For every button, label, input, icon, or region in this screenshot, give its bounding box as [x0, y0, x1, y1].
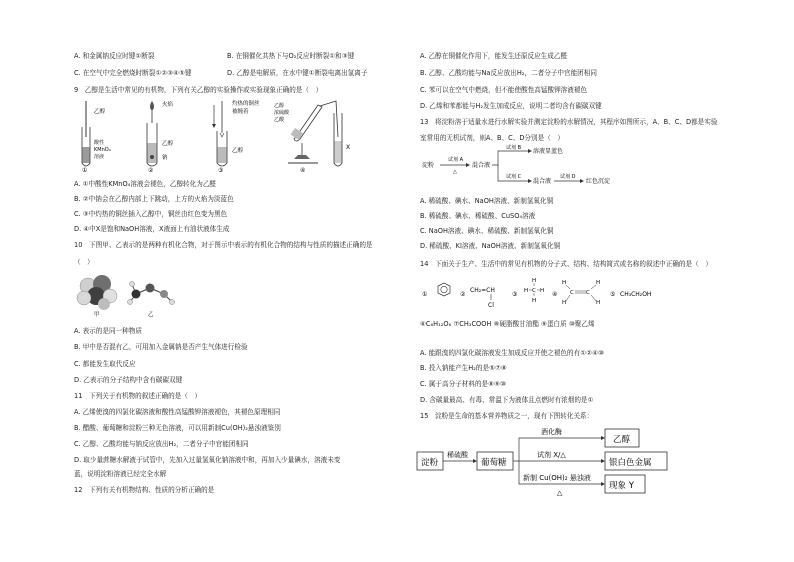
q14-option-b: B. 投入钠能产生H₂的是⑤⑦⑧	[420, 364, 507, 372]
q11-option-d-line1: D. 取少量蔗糖水解液于试管中，先加入过量氢氧化钠溶液中和，再加入少量碘水，溶液未变	[74, 456, 341, 464]
q12-option-b: B. 乙醇、乙酸均能与Na反应放出H₂，二者分子中官能团相同	[420, 69, 597, 77]
q9-option-d: D. ④中X是饱和NaOH溶液，X液面上有油状液体生成	[74, 225, 230, 233]
q15-silver-metal: 银白色金属	[609, 458, 652, 468]
methane-structure	[524, 278, 544, 304]
q13-option-d: D. 稀硫酸、KI溶液、NaOH溶液、新制氢氧化铜	[420, 242, 561, 250]
svg-text:H: H	[596, 280, 601, 286]
q13-reagent-b: 试剂 B	[506, 145, 522, 151]
arrow-right-icon	[528, 179, 532, 183]
q9-apparatus-figure	[74, 97, 374, 173]
q9-option-a: A. ①中酸性KMnO₄溶液会褪色，乙醇转化为乙醛	[74, 180, 217, 188]
label-ethanol-3: 乙醇	[232, 148, 244, 154]
down-arrow-icon	[212, 124, 216, 128]
q12-option-a: A. 乙醇在铜催化作用下，能发生还原反应生成乙醛	[420, 52, 568, 60]
q12-option-d: D. 乙烯和苯都能与H₂发生加成反应，说明二者均含有碳碳双键	[420, 102, 602, 110]
q10-option-c: C. 都能发生取代反应	[74, 360, 136, 368]
label-acid-kmno4-1: 酸性	[94, 140, 105, 146]
arrow-right-icon	[580, 179, 584, 183]
svg-text:H: H	[540, 288, 545, 294]
label-x: X	[346, 144, 351, 151]
vinyl-group: CH₂=CH	[470, 287, 495, 294]
arrow-right-icon	[601, 482, 605, 486]
q11-option-d-line2: 蓝，说明淀粉溶液已经完全水解	[74, 470, 167, 478]
label-ethanol-2: 乙醇	[162, 141, 174, 147]
svg-text:H: H	[596, 300, 601, 306]
q13-flow-diagram	[420, 143, 640, 191]
ball-stick-model-yi	[128, 282, 175, 305]
q11-stem: 11 下列关于有机物的叙述正确的是（ ）	[74, 392, 202, 400]
label-hot-copper-wire: 灼热的铜丝	[232, 101, 260, 107]
q14-option-c: C. 属于高分子材料的是⑧⑨⑩	[420, 380, 506, 388]
label-ethanol-1: 乙醇	[94, 109, 106, 115]
label-mark-4: ④	[300, 167, 306, 173]
q13-mixture-1: 混合液	[472, 162, 491, 169]
arrow-right-icon	[601, 459, 605, 463]
label-acid-kmno4-2: KMnO₄	[94, 147, 111, 153]
q8-option-b: B. 在铜催化共热下与O₂反应时断裂①和③键	[227, 52, 355, 60]
svg-text:H: H	[524, 288, 529, 294]
q9-stem: 9 乙醇是生活中常见的有机物，下列有关乙醇的实验操作或实验现象正确的是（ ）	[74, 86, 323, 94]
x-solution	[335, 141, 342, 163]
q8-option-c: C. 在空气中完全燃烧时断裂①②③④⑤键	[74, 69, 192, 77]
svg-text:H: H	[532, 298, 537, 304]
q12-option-c: C. 苯可以在空气中燃烧，但不能使酸性高锰酸钾溶液褪色	[420, 86, 588, 94]
q13-blue-result: 溶液显蓝色	[533, 148, 564, 155]
q14-option-d: D. 含碳量最高、有毒、常温下为液体且点燃时有浓烟的是①	[420, 396, 594, 404]
delivery-tube	[320, 101, 338, 137]
kmno4-solution	[83, 147, 90, 163]
q15-enzyme: 酒化酶	[541, 428, 562, 436]
arrow-right-icon	[473, 459, 477, 463]
q15-stem: 15 淀粉是生命的基本营养物质之一，现有下图转化关系：	[420, 412, 594, 420]
benzene-ring-icon	[438, 283, 450, 296]
q13-stem-line1: 13 将淀粉溶于适量水进行水解实验并测定淀粉的水解情况，其程序如图所示，A、B、C、D都是实验	[420, 118, 718, 126]
label-ethanol-4: 乙醇	[274, 103, 285, 109]
ethylene-structure	[562, 280, 600, 306]
label-acetic-acid: 乙酸	[274, 117, 285, 123]
label-jia: 甲	[94, 312, 100, 318]
q14-option-a: A. 能跟溴的四氯化碳溶液发生加成反应并使之褪色的有①②④⑩	[420, 349, 604, 357]
sodium-piece	[150, 155, 154, 159]
label-sodium: 钠	[162, 155, 168, 161]
struct-mark-4: ④	[552, 291, 558, 298]
q15-reagent-x: 试剂 X/△	[537, 451, 566, 459]
space-filling-model-jia	[77, 275, 117, 310]
q13-option-c: C. NaOH溶液、碘水、稀硫酸、新制氢氧化铜	[420, 227, 554, 235]
q15-heat: △	[557, 489, 563, 497]
q10-option-a: A. 表示的是同一种物质	[74, 327, 142, 335]
struct-mark-2: ②	[460, 291, 466, 298]
branch-b-line	[492, 151, 530, 165]
q11-option-a: A. 乙烯使溴的四氯化碳溶液和酸性高锰酸钾溶液褪色，其褪色原理相同	[74, 408, 281, 416]
q13-stem-line2: 室常用的无机试剂，则A、B、C、D分别是（ ）	[420, 134, 564, 142]
label-wire-winding: 被缠着	[232, 109, 249, 115]
arrow-right-icon	[528, 149, 532, 153]
struct-mark-1: ①	[422, 291, 428, 298]
q13-red-precipitate: 红色沉淀	[586, 178, 611, 185]
q11-option-c: C. 乙醇、乙酸均能与钠反应放出H₂，二者分子中官能团相同	[74, 440, 249, 448]
q13-option-a: A. 稀硫酸、碘水、NaOH溶液、新制氢氧化铜	[420, 197, 554, 205]
q10-molecular-models	[74, 272, 214, 318]
label-mark-3: ③	[218, 167, 224, 173]
q11-option-b: B. 醋酸、葡萄糖和淀粉三种无色溶液，可以用新制Cu(OH)₂悬浊液鉴别	[74, 424, 281, 432]
svg-text:H: H	[562, 280, 567, 286]
svg-text:H: H	[532, 278, 537, 284]
svg-text:C: C	[532, 288, 536, 294]
struct-mark-5: ⑤	[610, 291, 616, 298]
q15-dilute-acid: 稀硫酸	[447, 451, 468, 459]
q13-starch: 淀粉	[422, 162, 435, 169]
q14-stem: 14 下面关于生产、生活中的常见有机物的分子式、结构、结构简式或名称的叙述中正确的是（ ）	[420, 260, 712, 268]
arrow-right-icon	[601, 436, 605, 440]
q8-option-d: D. 乙醇是电解质，在水中键①断裂电离出氢离子	[227, 69, 368, 77]
label-yi: 乙	[148, 312, 154, 318]
q10-paren: （ ）	[74, 258, 94, 266]
arrow-right-icon	[466, 163, 470, 167]
struct-mark-3: ③	[512, 291, 518, 298]
q13-heat: △	[453, 169, 457, 175]
q10-option-d: D. 乙表示的分子结构中含有碳碳双键	[74, 376, 183, 384]
q15-cuoh-reagent: 新制 Cu(OH)₂ 悬浊液	[523, 474, 591, 482]
q15-starch: 淀粉	[421, 458, 439, 468]
q13-reagent-c: 试剂 C	[506, 174, 522, 180]
q13-reagent-a: 试剂 A	[448, 157, 464, 163]
q15-glucose: 葡萄糖	[481, 458, 507, 468]
q13-option-b: B. 稀硫酸、碘水、稀硫酸、CuSO₄溶液	[420, 212, 536, 220]
flame-icon	[150, 101, 154, 111]
svg-text:C: C	[586, 290, 590, 296]
q10-option-b: B. 甲中是否混有乙，可用加入金属钠是否产生气体进行检验	[74, 343, 248, 351]
label-conc-sulfuric: 浓硫酸	[274, 110, 290, 116]
chlorine-atom: Cl	[488, 302, 494, 309]
q15-ethanol: 乙醇	[613, 435, 631, 445]
ethanol-liquid-3	[218, 147, 227, 163]
q14-compounds: ⑥C₆H₁₂O₆ ⑦CH₃COOH ⑧硬脂酸甘油酯 ⑨蛋白质 ⑩聚乙烯	[420, 320, 595, 328]
ethanol-formula: CH₃CH₂OH	[620, 291, 652, 298]
ethanol-liquid-2	[148, 143, 157, 163]
q15-phenomenon-y: 现象 Y	[609, 481, 634, 491]
q13-reagent-d: 试剂 D	[560, 174, 576, 180]
label-mark-2: ②	[148, 167, 154, 173]
q8-option-a: A. 和金属钠反应时键①断裂	[74, 52, 155, 60]
q13-mixture-2: 混合液	[533, 178, 552, 185]
label-mark-1: ①	[82, 167, 88, 173]
q10-stem: 10 下图甲、乙表示的是两种有机化合物，对于图示中表示的有机化合物的结构与性质的描述正确的是	[74, 241, 373, 249]
svg-text:H: H	[562, 300, 567, 306]
burner-icon	[294, 155, 310, 159]
label-flame: 火焰	[162, 102, 174, 108]
label-acid-kmno4-3: 溶液	[94, 154, 105, 160]
q9-option-b: B. ②中钠会在乙醇内部上下跳动，上方的火焰为淡蓝色	[74, 195, 234, 203]
svg-text:C: C	[570, 290, 574, 296]
q9-option-c: C. ③中灼热的铜丝插入乙醇中，铜丝由红色变为黑色	[74, 210, 228, 218]
q15-flow-diagram	[415, 422, 705, 502]
q12-stem: 12 下列有关有机物结构、性质的分析正确的是	[74, 486, 215, 494]
q14-structures	[420, 274, 720, 314]
